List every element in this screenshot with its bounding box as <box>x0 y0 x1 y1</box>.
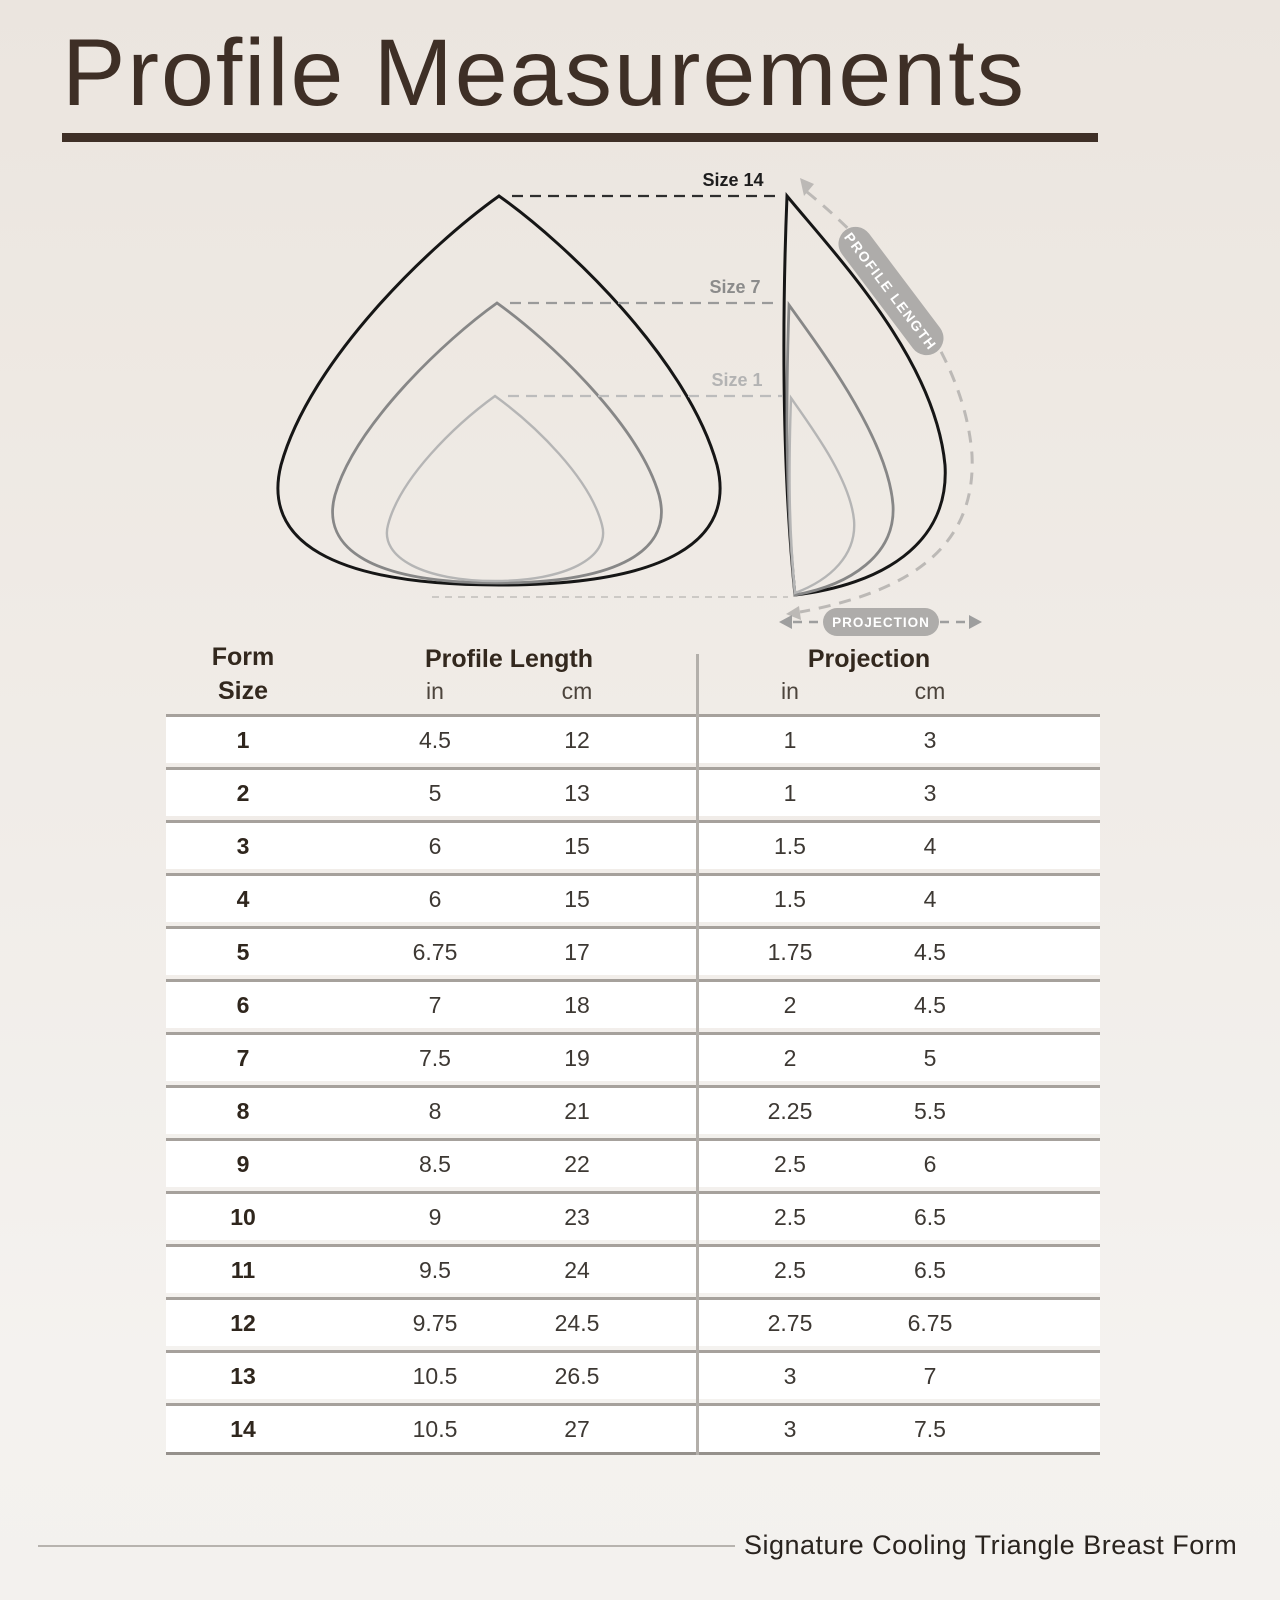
profile-length-cm-cell: 26.5 <box>554 1362 600 1389</box>
size1-label: Size 1 <box>711 370 763 390</box>
projection-cm-cell: 5 <box>923 1044 937 1071</box>
table-row <box>166 1244 1100 1293</box>
profile-length-cm-cell: 24 <box>564 1256 590 1283</box>
form-size-cell: 8 <box>236 1097 250 1124</box>
profile-length-badge <box>832 220 951 362</box>
projection-measure-arrow <box>779 608 982 636</box>
table-row <box>166 1403 1100 1452</box>
projection-in-cell: 2.5 <box>774 1256 806 1283</box>
form-size-cell: 3 <box>236 832 250 859</box>
table-row <box>166 1085 1100 1134</box>
measurements-table <box>166 640 1100 1455</box>
form-size-cell: 1 <box>236 726 250 753</box>
form-size-cell: 2 <box>236 779 250 806</box>
profile-length-cm-cell: 23 <box>564 1203 590 1230</box>
table-body <box>166 714 1100 1455</box>
projection-in-cell: 3 <box>783 1415 797 1442</box>
projection-in-cell: 1.5 <box>774 832 806 859</box>
projection-in-cell: 3 <box>783 1362 797 1389</box>
form-size-cell: 6 <box>236 991 250 1018</box>
profile-length-cm-cell: 12 <box>564 726 590 753</box>
footer-product-name: Signature Cooling Triangle Breast Form <box>744 1530 1238 1560</box>
projection-arrowhead-right <box>969 615 982 629</box>
profile-length-cm-cell: 22 <box>564 1150 590 1177</box>
projection-in-cell: 2.5 <box>774 1203 806 1230</box>
header-projection-cm: cm <box>914 678 946 704</box>
table-row <box>166 1297 1100 1346</box>
profile-length-cm-cell: 17 <box>564 938 590 965</box>
projection-cm-cell: 3 <box>923 779 937 806</box>
form-size-cell: 4 <box>236 885 250 912</box>
header-profile-length-in: in <box>426 678 444 704</box>
profile-length-cm-cell: 21 <box>564 1097 590 1124</box>
table-row <box>166 926 1100 975</box>
profile-length-cm-cell: 15 <box>564 885 590 912</box>
page-title: Profile Measurements <box>62 20 1026 126</box>
header-projection-in: in <box>781 678 799 704</box>
size14-label: Size 14 <box>702 170 764 190</box>
projection-cm-cell: 5.5 <box>914 1097 946 1124</box>
table-row <box>166 1191 1100 1240</box>
header-profile-length: Profile Length <box>424 645 594 673</box>
table-row <box>166 820 1100 869</box>
profile-length-in-cell: 10.5 <box>412 1362 458 1389</box>
profile-length-in-cell: 6 <box>428 832 442 859</box>
profile-length-cm-cell: 27 <box>564 1415 590 1442</box>
profile-length-in-cell: 4.5 <box>419 726 451 753</box>
profile-length-cm-cell: 24.5 <box>554 1309 600 1336</box>
projection-in-cell: 1 <box>783 779 797 806</box>
profile-length-in-cell: 8 <box>428 1097 442 1124</box>
front-shape-size14 <box>278 196 720 585</box>
table-row <box>166 1032 1100 1081</box>
header-size: Size <box>217 677 269 705</box>
projection-cm-cell: 7.5 <box>914 1415 946 1442</box>
measurement-diagram <box>0 150 1280 650</box>
form-size-cell: 11 <box>230 1256 256 1283</box>
profile-length-in-cell: 6 <box>428 885 442 912</box>
projection-cm-cell: 4 <box>923 885 937 912</box>
projection-cm-cell: 7 <box>923 1362 937 1389</box>
title-underline <box>62 20 1098 142</box>
form-size-cell: 13 <box>230 1362 256 1389</box>
size-connector-lines <box>432 196 788 597</box>
profile-length-in-cell: 9.5 <box>419 1256 451 1283</box>
front-shape-size7 <box>333 303 662 583</box>
profile-length-in-cell: 7.5 <box>419 1044 451 1071</box>
side-shape-size1 <box>790 398 855 593</box>
profile-length-in-cell: 5 <box>428 779 442 806</box>
profile-length-cm-cell: 19 <box>564 1044 590 1071</box>
profile-length-in-cell: 9 <box>428 1203 442 1230</box>
profile-length-measure-arrow <box>786 178 972 620</box>
side-shape-size7 <box>787 305 893 595</box>
profile-length-in-cell: 7 <box>428 991 442 1018</box>
projection-cm-cell: 6.75 <box>907 1309 953 1336</box>
header-profile-length-cm: cm <box>561 678 593 704</box>
projection-badge-label: PROJECTION <box>832 615 930 630</box>
form-size-cell: 7 <box>236 1044 250 1071</box>
projection-cm-cell: 6 <box>923 1150 937 1177</box>
projection-cm-cell: 3 <box>923 726 937 753</box>
projection-in-cell: 1.5 <box>774 885 806 912</box>
projection-in-cell: 2 <box>783 991 797 1018</box>
table-row <box>166 714 1100 763</box>
form-size-cell: 12 <box>230 1309 256 1336</box>
table-row <box>166 767 1100 816</box>
profile-length-in-cell: 10.5 <box>412 1415 458 1442</box>
table-row <box>166 873 1100 922</box>
projection-cm-cell: 6.5 <box>914 1256 946 1283</box>
profile-length-in-cell: 9.75 <box>412 1309 458 1336</box>
projection-in-cell: 1 <box>783 726 797 753</box>
projection-cm-cell: 4 <box>923 832 937 859</box>
table-section-divider <box>696 654 699 1455</box>
projection-cm-cell: 4.5 <box>914 938 946 965</box>
table-header <box>166 640 1100 710</box>
profile-length-in-cell: 8.5 <box>419 1150 451 1177</box>
form-size-cell: 9 <box>236 1150 250 1177</box>
front-shape-size1 <box>387 396 603 581</box>
projection-in-cell: 2 <box>783 1044 797 1071</box>
header-projection: Projection <box>807 645 931 673</box>
form-size-cell: 14 <box>230 1415 256 1442</box>
footer-divider-line <box>38 1545 735 1547</box>
form-size-cell: 10 <box>230 1203 256 1230</box>
profile-length-cm-cell: 13 <box>564 779 590 806</box>
projection-cm-cell: 6.5 <box>914 1203 946 1230</box>
projection-arrowhead-left <box>779 615 792 629</box>
front-view-shapes <box>278 196 720 585</box>
form-size-cell: 5 <box>236 938 250 965</box>
profile-length-in-cell: 6.75 <box>412 938 458 965</box>
profile-length-cm-cell: 15 <box>564 832 590 859</box>
projection-cm-cell: 4.5 <box>914 991 946 1018</box>
header-form: Form <box>211 643 275 671</box>
projection-in-cell: 1.75 <box>767 938 813 965</box>
size7-label: Size 7 <box>709 277 761 297</box>
profile-length-badge-label: PROFILE LENGTH <box>841 229 941 354</box>
table-row <box>166 1350 1100 1399</box>
table-row <box>166 979 1100 1028</box>
projection-in-cell: 2.75 <box>767 1309 813 1336</box>
profile-length-cm-cell: 18 <box>564 991 590 1018</box>
projection-in-cell: 2.5 <box>774 1150 806 1177</box>
table-row <box>166 1138 1100 1187</box>
projection-in-cell: 2.25 <box>767 1097 813 1124</box>
